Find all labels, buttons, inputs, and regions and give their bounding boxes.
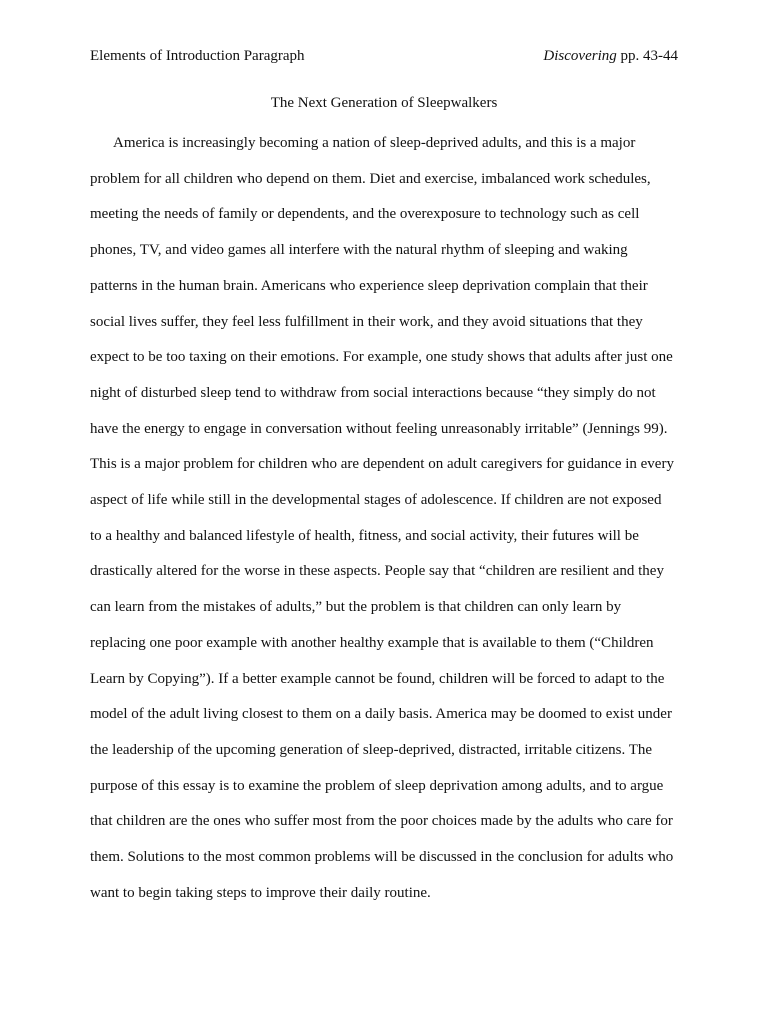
paragraph-line: social lives suffer, they feel less fulfillment in their work, and they avoid situations that they — [90, 313, 643, 330]
introduction-paragraph — [90, 126, 678, 911]
paragraph-line: purpose of this essay is to examine the problem of sleep deprivation among adults, and to argue — [90, 777, 664, 794]
essay-title: The Next Generation of Sleepwalkers — [270, 95, 498, 111]
header-page-range: pp. 43-44 — [616, 48, 678, 64]
paragraph-line: America is increasingly becoming a nation of sleep-deprived adults, and this is a major — [113, 135, 636, 151]
paragraph-line: patterns in the human brain. Americans who experience sleep deprivation complain that their — [90, 277, 648, 294]
paragraph-line: aspect of life while still in the developmental stages of adolescence. If children are not exposed — [90, 492, 662, 509]
paragraph-line: want to begin taking steps to improve their daily routine. — [90, 884, 431, 901]
paragraph-line: night of disturbed sleep tend to withdraw from social interactions because “they simply do not — [90, 384, 656, 401]
paragraph-line: to a healthy and balanced lifestyle of health, fitness, and social activity, their futures will be — [90, 527, 639, 544]
paragraph-line: Learn by Copying”). If a better example cannot be found, children will be forced to adapt to the — [90, 670, 665, 687]
header-right-citation — [543, 46, 678, 66]
header-left-label: Elements of Introduction Paragraph — [90, 48, 305, 64]
paragraph-line: model of the adult living closest to them on a daily basis. America may be doomed to exist under — [90, 706, 672, 723]
paragraph-line: replacing one poor example with another healthy example that is available to them (“Children — [90, 634, 654, 651]
paragraph-line: drastically altered for the worse in these aspects. People say that “children are resilient and they — [90, 563, 664, 580]
paragraph-line: them. Solutions to the most common problems will be discussed in the conclusion for adults who — [90, 849, 674, 866]
paragraph-line: This is a major problem for children who are dependent on adult caregivers for guidance in every — [90, 456, 674, 473]
paragraph-line: problem for all children who depend on them. Diet and exercise, imbalanced work schedules, — [90, 170, 651, 187]
paragraph-line: meeting the needs of family or dependents, and the overexposure to technology such as cell — [90, 206, 640, 223]
paragraph-line: expect to be too taxing on their emotions. For example, one study shows that adults after just one — [90, 349, 673, 366]
paragraph-line: have the energy to engage in conversation without feeling unreasonably irritable” (Jennings 99). — [90, 420, 668, 437]
paragraph-line: that children are the ones who suffer most from the poor choices made by the adults who care for — [90, 813, 673, 830]
header-book-title: Discovering — [543, 48, 617, 64]
paragraph-line: the leadership of the upcoming generation of sleep-deprived, distracted, irritable citizens. The — [90, 741, 653, 758]
paragraph-line: can learn from the mistakes of adults,” but the problem is that children can only learn by — [90, 599, 622, 616]
paragraph-line: phones, TV, and video games all interfere with the natural rhythm of sleeping and waking — [90, 242, 628, 259]
page-header — [90, 46, 678, 66]
